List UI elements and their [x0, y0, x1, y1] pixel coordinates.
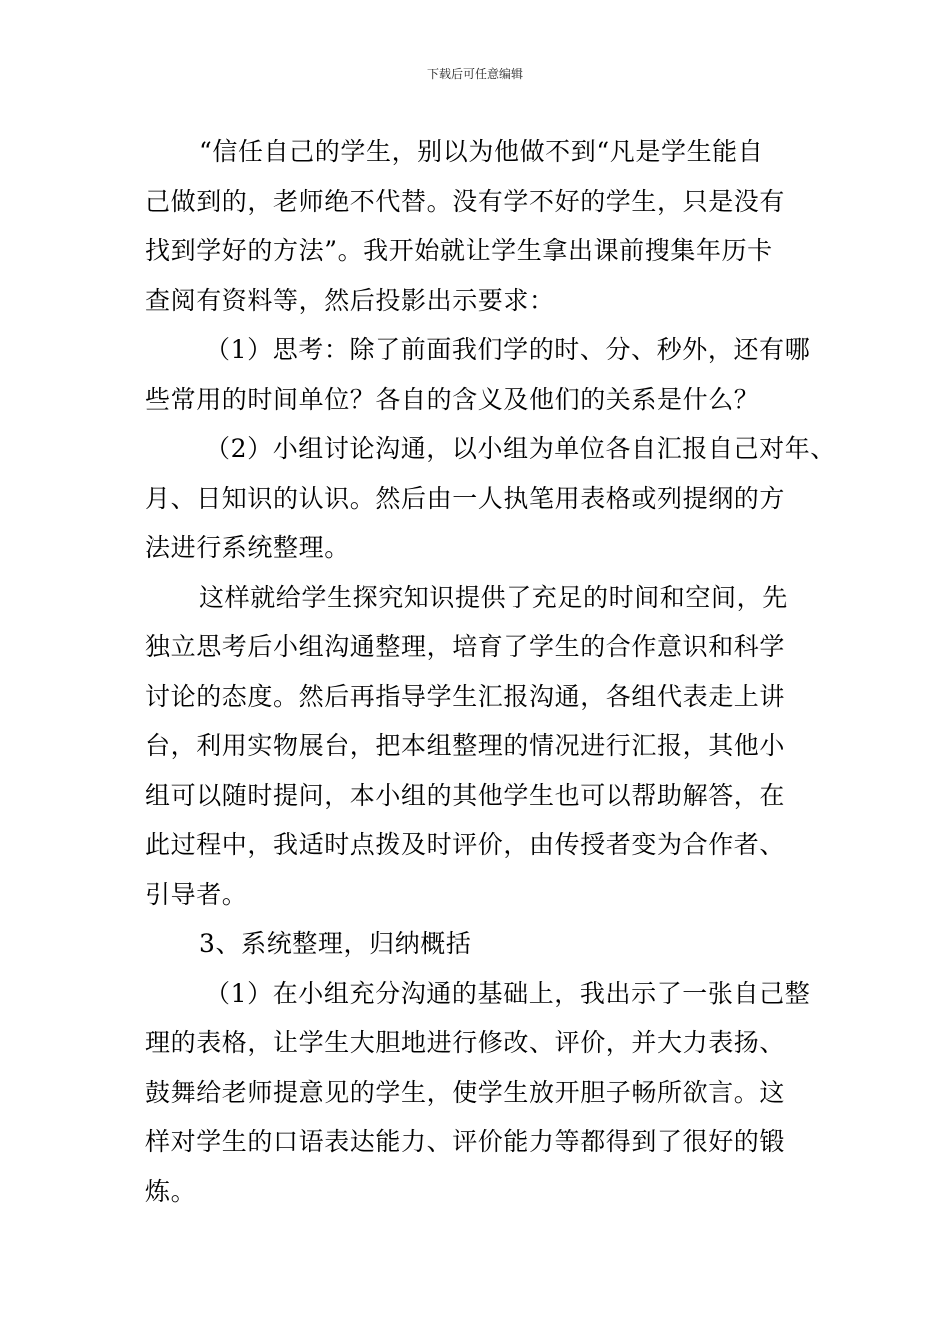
text-line: 己做到的，老师绝不代替。没有学不好的学生，只是没有 — [145, 186, 786, 216]
text-line: 引导者。 — [145, 879, 248, 909]
text-line: 此过程中，我适时点拨及时评价，由传授者变为合作者、 — [145, 830, 786, 859]
text-line: 法进行系统整理。 — [145, 533, 350, 562]
text-line: 这样就给学生探究知识提供了充足的时间和空间，先 — [199, 582, 788, 612]
text-line: （1）思考：除了前面我们学的时、分、秒外，还有哪 — [205, 335, 811, 364]
text-line: 鼓舞给老师提意见的学生，使学生放开胆子畅所欲言。这 — [145, 1077, 786, 1107]
text-line: 些常用的时间单位？各自的含义及他们的关系是什么？ — [145, 384, 760, 414]
paragraph-2 — [145, 325, 825, 424]
document-body — [145, 127, 836, 1216]
text-line: 3、系统整理，归纳概括 — [199, 929, 472, 958]
text-line: （1）在小组充分沟通的基础上，我出示了一张自己整 — [205, 978, 811, 1008]
text-line: 查阅有资料等，然后投影出示要求： — [145, 285, 555, 315]
paragraph-6 — [145, 969, 825, 1217]
paragraph-3 — [145, 424, 836, 573]
text-line: 台，利用实物展台，把本组整理的情况进行汇报，其他小 — [145, 731, 786, 760]
paragraph-1 — [145, 127, 825, 325]
paragraph-4 — [145, 573, 825, 920]
text-line: “信任自己的学生，别以为他做不到“凡是学生能自 — [199, 137, 764, 166]
text-line: 独立思考后小组沟通整理，培育了学生的合作意识和科学 — [145, 632, 786, 661]
text-line: 月、日知识的认识。然后由一人执笔用表格或列提纲的方 — [145, 483, 786, 513]
page-header: 下载后可任意编辑 — [426, 67, 523, 81]
text-line: 找到学好的方法”。我开始就让学生拿出课前搜集年历卡 — [145, 236, 773, 265]
text-line: 讨论的态度。然后再指导学生汇报沟通，各组代表走上讲 — [145, 681, 786, 711]
text-line: 理的表格，让学生大胆地进行修改、评价，并大力表扬、 — [145, 1028, 786, 1057]
text-line: 炼。 — [145, 1176, 197, 1206]
text-line: 样对学生的口语表达能力、评价能力等都得到了很好的锻 — [145, 1127, 786, 1156]
section-heading — [145, 919, 825, 969]
text-line: （2）小组讨论沟通，以小组为单位各自汇报自己对年、 — [205, 434, 836, 463]
text-line: 组可以随时提问，本小组的其他学生也可以帮助解答，在 — [145, 780, 786, 810]
